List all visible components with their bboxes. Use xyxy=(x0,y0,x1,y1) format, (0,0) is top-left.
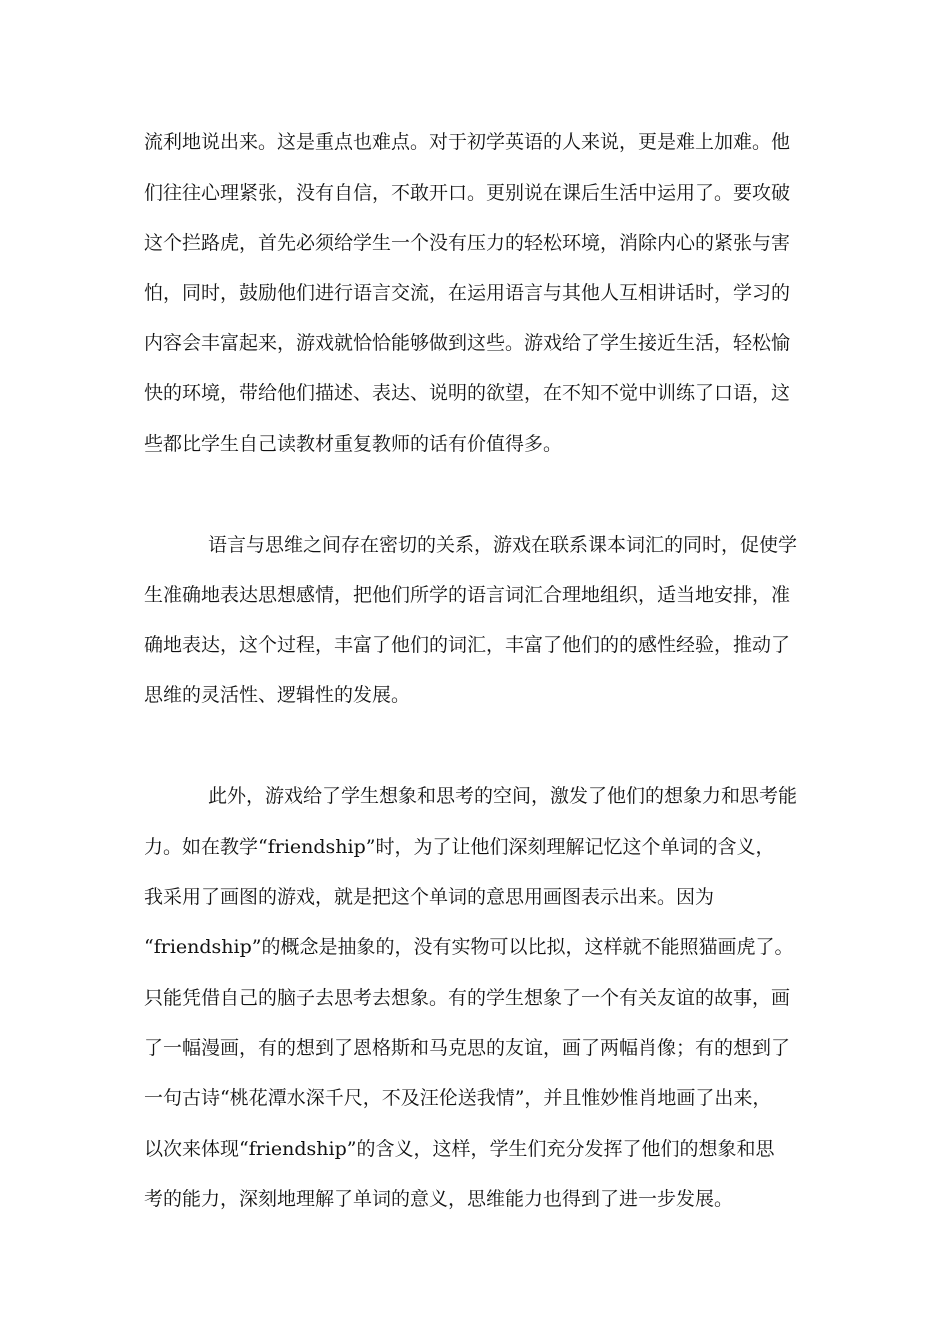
paragraph-line: 们往往心理紧张，没有自信，不敢开口。更别说在课后生活中运用了。要攻破 xyxy=(144,182,791,204)
paragraph-line: 一句古诗“桃花潭水深千尺，不及汪伦送我情”，并且惟妙惟肖地画了出来， xyxy=(144,1087,772,1109)
paragraph-line: 确地表达，这个过程，丰富了他们的词汇，丰富了他们的的感性经验，推动了 xyxy=(144,634,791,656)
paragraph-line: 了一幅漫画，有的想到了恩格斯和马克思的友谊，画了两幅肖像；有的想到了 xyxy=(144,1037,791,1059)
paragraph-line: 考的能力，深刻地理解了单词的意义，思维能力也得到了进一步发展。 xyxy=(144,1188,734,1210)
paragraph-line: 流利地说出来。这是重点也难点。对于初学英语的人来说，更是难上加难。他 xyxy=(144,131,791,153)
paragraph-line: 思维的灵活性、逻辑性的发展。 xyxy=(144,684,411,706)
paragraph-line: “friendship”的概念是抽象的，没有实物可以比拟，这样就不能照猫画虎了。 xyxy=(144,936,794,958)
paragraph-line: 语言与思维之间存在密切的关系，游戏在联系课本词汇的同时，促使学 xyxy=(208,534,798,556)
paragraph-line: 以次来体现“friendship”的含义，这样，学生们充分发挥了他们的想象和思 xyxy=(144,1138,775,1160)
paragraph-line: 些都比学生自己读教材重复教师的话有价值得多。 xyxy=(144,433,563,455)
paragraph-line: 只能凭借自己的脑子去思考去想象。有的学生想象了一个有关友谊的故事，画 xyxy=(144,987,791,1009)
paragraph-line: 我采用了画图的游戏，就是把这个单词的意思用画图表示出来。因为 xyxy=(144,886,715,908)
paragraph-line: 此外，游戏给了学生想象和思考的空间，激发了他们的想象力和思考能 xyxy=(208,785,798,807)
paragraph-line: 这个拦路虎，首先必须给学生一个没有压力的轻松环境，消除内心的紧张与害 xyxy=(144,232,791,254)
paragraph-line: 怕，同时，鼓励他们进行语言交流，在运用语言与其他人互相讲话时，学习的 xyxy=(144,282,791,304)
paragraph-line: 生准确地表达思想感情，把他们所学的语言词汇合理地组织，适当地安排，准 xyxy=(144,584,791,606)
paragraph-line: 内容会丰富起来，游戏就恰恰能够做到这些。游戏给了学生接近生活，轻松愉 xyxy=(144,332,791,354)
paragraph-line: 快的环境，带给他们描述、表达、说明的欲望，在不知不觉中训练了口语，这 xyxy=(144,382,791,404)
paragraph-line: 力。如在教学“friendship”时，为了让他们深刻理解记忆这个单词的含义， xyxy=(144,836,775,858)
